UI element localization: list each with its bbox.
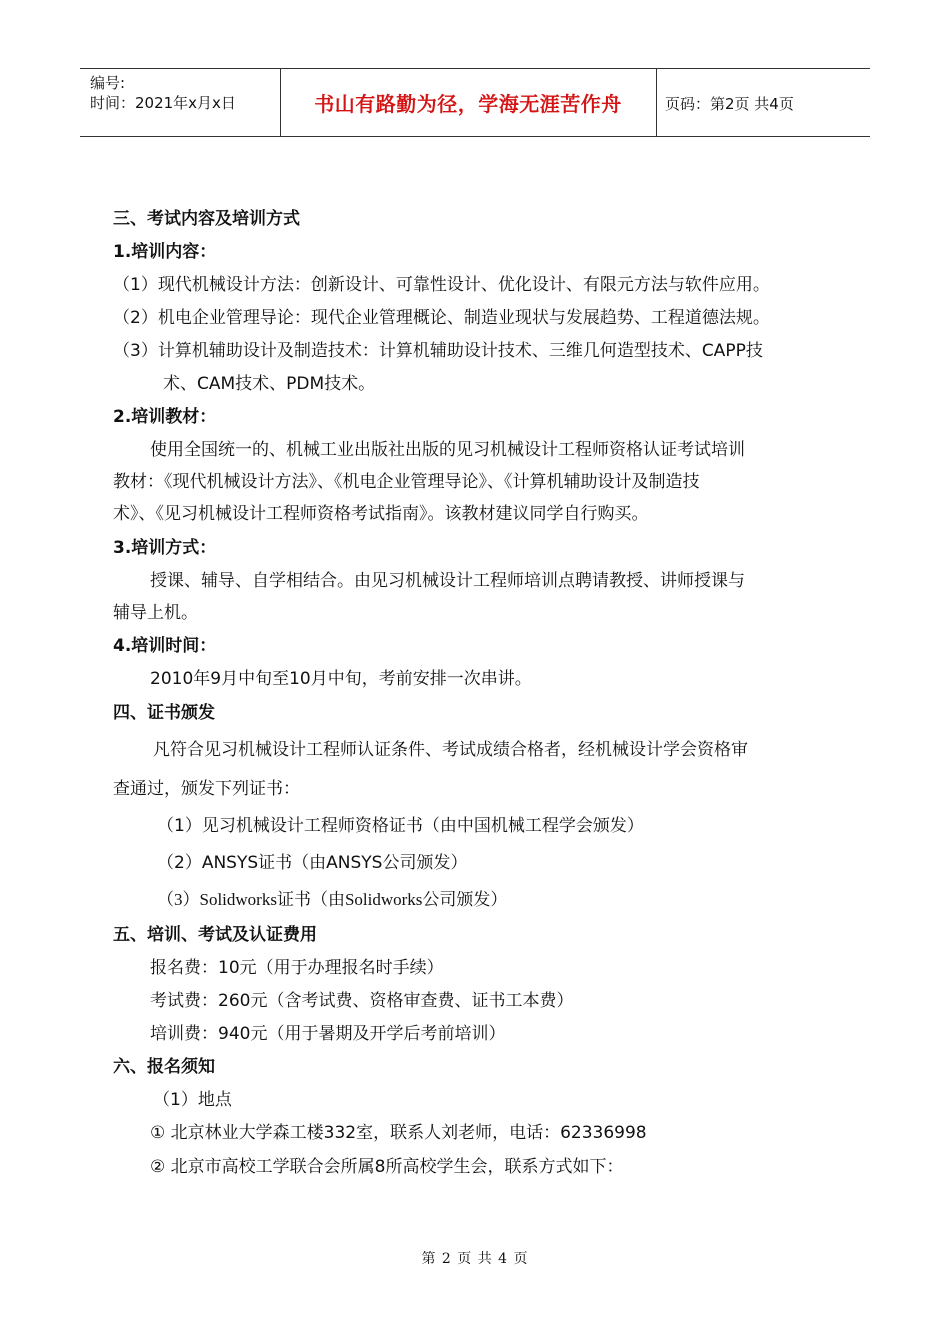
- header-motto: 书山有路勤为径，学海无涯苦作舟: [314, 92, 622, 116]
- paragraph-line: 教材：《现代机械设计方法》、《机电企业管理导论》、《计算机辅助设计及制造技: [113, 472, 700, 492]
- section-title: 四、证书颁发: [113, 703, 215, 723]
- paragraph-line: 使用全国统一的、机械工业出版社出版的见习机械设计工程师资格认证考试培训: [150, 440, 745, 460]
- header-date: 时间：2021年x月x日: [90, 94, 236, 112]
- subsection-title: 1.培训内容：: [113, 242, 217, 262]
- list-item: （1）见习机械设计工程师资格证书（由中国机械工程学会颁发）: [157, 816, 644, 836]
- list-item: （3）计算机辅助设计及制造技术：计算机辅助设计技术、三维几何造型技术、CAPP技: [113, 341, 763, 361]
- fee-line: 考试费：260元（含考试费、资格审查费、证书工本费）: [150, 991, 574, 1011]
- subsection-title: 4.培训时间：: [113, 636, 217, 656]
- subsection-title: 2.培训教材：: [113, 407, 217, 427]
- header-meta: [90, 73, 236, 113]
- list-item: （2）机电企业管理导论：现代企业管理概论、制造业现状与发展趋势、工程道德法规。: [113, 308, 770, 328]
- paragraph-line: 查通过，颁发下列证书：: [113, 779, 300, 799]
- section-title: 五、培训、考试及认证费用: [113, 925, 317, 945]
- section-title: 三、考试内容及培训方式: [113, 209, 300, 229]
- header-number: 编号:: [90, 74, 126, 92]
- paragraph-line: 2010年9月中旬至10月中旬，考前安排一次串讲。: [150, 669, 532, 689]
- list-item: ① 北京林业大学森工楼332室，联系人刘老师，电话：62336998: [150, 1123, 647, 1143]
- paragraph-line: 术》、《见习机械设计工程师资格考试指南》。该教材建议同学自行购买。: [113, 504, 649, 524]
- list-item: （2）ANSYS证书（由ANSYS公司颁发）: [157, 853, 468, 873]
- page-footer: 第 2 页 共 4 页: [421, 1251, 529, 1267]
- fee-line: 报名费：10元（用于办理报名时手续）: [150, 958, 444, 978]
- header-page-number: 页码：第2页 共4页: [665, 95, 794, 113]
- list-item: （1）现代机械设计方法：创新设计、可靠性设计、优化设计、有限元方法与软件应用。: [113, 275, 770, 295]
- list-item: （1）地点: [153, 1090, 232, 1110]
- list-item: ② 北京市高校工学联合会所属8所高校学生会，联系方式如下：: [150, 1157, 624, 1177]
- list-item: （3）Solidworks证书（由Solidworks公司颁发）: [157, 890, 508, 909]
- paragraph-line: 授课、辅导、自学相结合。由见习机械设计工程师培训点聘请教授、讲师授课与: [150, 571, 745, 591]
- paragraph-line: 辅导上机。: [113, 603, 198, 623]
- header-divider: [656, 69, 657, 136]
- paragraph-line: 凡符合见习机械设计工程师认证条件、考试成绩合格者，经机械设计学会资格审: [153, 740, 748, 760]
- section-title: 六、报名须知: [113, 1057, 215, 1077]
- subsection-title: 3.培训方式：: [113, 538, 217, 558]
- fee-line: 培训费：940元（用于暑期及开学后考前培训）: [150, 1024, 506, 1044]
- list-item-continuation: 术、CAM技术、PDM技术。: [163, 374, 376, 394]
- page-header: [80, 68, 870, 137]
